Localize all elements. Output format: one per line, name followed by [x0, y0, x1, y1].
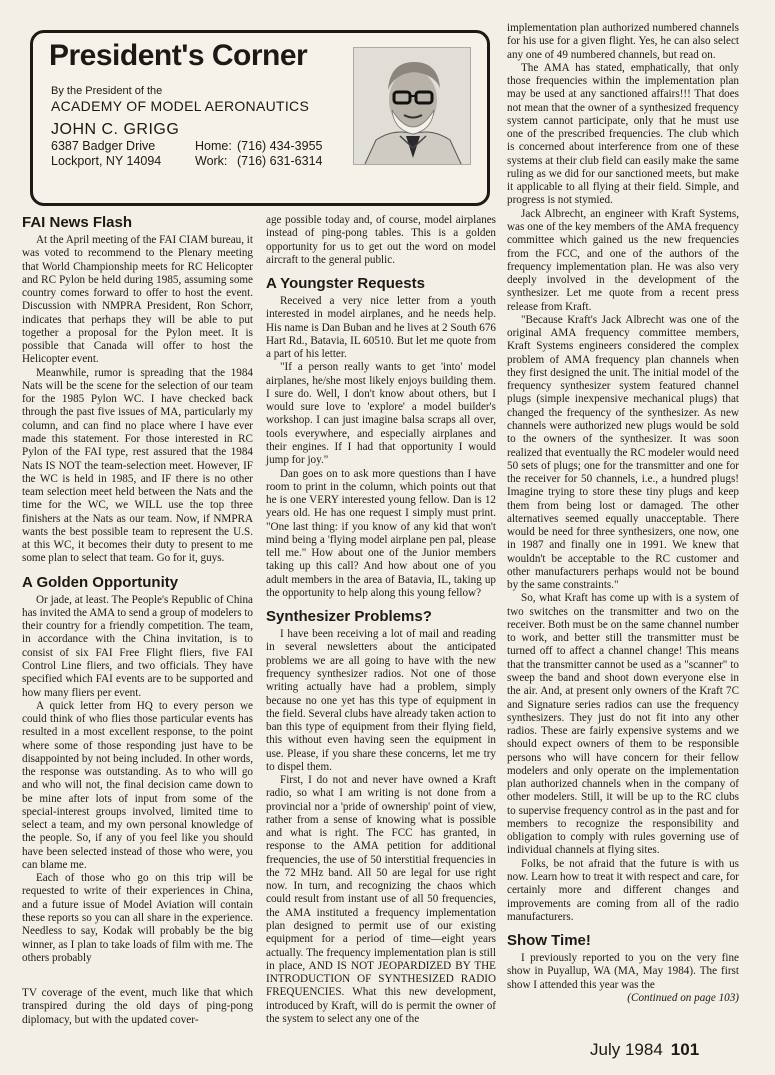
paragraph: Folks, be not afraid that the future is with us now. Learn how to treat it with respect and care, for certainly more and different changes and improvements are coming from all of the radio manufacturers.	[507, 857, 739, 923]
home-label: Home:	[195, 139, 232, 153]
paragraph: I previously reported to you on the very fine show in Puyallup, WA (MA, May 1984). The first show I attended this year was the	[507, 952, 739, 991]
paragraph: Jack Albrecht, an engineer with Kraft Systems, was one of the key members of the AMA frequency committee which gained us the new frequencies from the FCC, and one of the authors of the frequency implementation plan. He was also very deeply involved in the development of the synthesizer. Let me quote from a recent press release from Kraft.	[507, 207, 739, 313]
paragraph: The AMA has stated, emphatically, that only those frequencies within the implementation plan may be used at any sanctioned affairs!!! That does not mean that the owner of a synthesized frequency system cannot participate, only that he must use one of the prescribed frequencies. The club which is concerned about interference from one of these systems at their club field can easily make the same ruling as we did for our sanctioned meets, but make it applicable to all flying at their field. Simple, and progress is not stymied.	[507, 61, 739, 207]
paragraph: Dan goes on to ask more questions than I have room to print in the column, which points out that he is one VERY interested young fellow. Dan is 12 years old. He has one request I simply must print. "One last thing: if you know of any kid that won't mind being a 'flying model airplane pen pal, please tell me." How about one of the Junior members taking up this call? And how about one of you adult members in the area of Batavia, IL, taking up the opportunity to help along this young fellow?	[266, 467, 496, 599]
work-label: Work:	[195, 154, 228, 168]
paragraph: "If a person really wants to get 'into' model airplanes, he/she most likely enjoys building them. I sure do. Well, I don't know about others, but I would sure love to 'explore' a model builder's workshop. I can just imagine balsa scraps all over, tools everywhere, and especially airplanes and their engines. If I had that opportunity I would jump for joy."	[266, 361, 496, 467]
organization-name: ACADEMY OF MODEL AERONAUTICS	[51, 98, 310, 114]
golden-opportunity-heading: A Golden Opportunity	[22, 573, 179, 591]
show-time-heading: Show Time!	[507, 932, 591, 950]
portrait-photo-icon	[354, 48, 471, 165]
fai-news-heading: FAI News Flash	[22, 214, 133, 231]
by-line: By the President of the	[51, 85, 163, 97]
youngster-requests-heading: A Youngster Requests	[266, 275, 425, 293]
address-line-1: 6387 Badger Drive	[51, 139, 156, 153]
home-phone: (716) 434-3955	[237, 139, 323, 153]
column-1-bottom	[22, 987, 253, 1027]
paragraph: I have been receiving a lot of mail and reading in several newsletters about the anticipated problems we are all going to have with the new frequency synthesizer radios. Not one of those writing actually have had a problem, simply because no one yet has this type of equipment in the field. Several clubs have already taken action to ban this type of equipment from their flying field, this without even having seen the equipment in use. Please, if you share these concerns, let me try to dispel them.	[266, 628, 496, 773]
paragraph: Received a very nice letter from a youth interested in model airplanes, and he needs help. His name is Dan Buban and he lives at 2 South 676 Hart Rd., Batavia, IL 60510. But let me quote from a part of his letter.	[266, 295, 496, 361]
paragraph: At the April meeting of the FAI CIAM bureau, it was voted to recommend to the Plenary meeting that World Championship meets for RC Helicopter and RC Pylon be held during 1985, assuming some country comes forward to offer to host the event. Discussion with NMPRA President, Ron Schorr, indicates that perhaps they will be able to put together a proposal for the Pylon meet. It is possible that Canada will offer to host the Helicopter event.	[22, 234, 253, 366]
paragraph: "Because Kraft's Jack Albrecht was one of the original AMA frequency committee members, Kraft Systems engineers considered the complex problem of AMA frequency plan channels when they first designed the unit. The initial model of the frequency synthesizer system featured channel plugs (simple inexpensive mechanical plugs) that changed the frequency of the synthesizer. As new channels were authorized new plugs would be sold to the owners of the synthesizer. It was soon realized that eventually the RC modeler would need 50 sets of plugs; one for the transmitter and one for the receiver for 50 channels, i.e., a hundred plugs! Imagine trying to store these tiny plugs and keep them from being lost or damaged. The other alternatives seemed equally unacceptable. There would be need for three synthesizers, one now, one in 1987 and finally one in 1991. We knew that wouldn't be acceptable to the RC customer and other manufacturers perhaps would not be bound by the same constraints."	[507, 313, 739, 592]
issue-date: July 1984	[590, 1040, 663, 1059]
paragraph: So, what Kraft has come up with is a system of two switches on the transmitter and two on the receiver. Both must be on the same channel number to work, and better still the transmitter must be turned off to affect a channel change! This means that the transmitter cannot be used as a "scanner" to sweep the band and shoot down everyone else in the air. And, at present only owners of the Kraft 7C and Signature series radios can use the frequency synthesizers. They just do not fit into any other radios. These are fairly expensive systems and we should expect owners of them to be responsible persons who will have concern for their fellow modelers and only operate on the implementation plan authorized channels when in the company of other modelers. Still, it will be up to the RC clubs to supervise frequency control as in the past and for members to recognize the responsibility and obligation to comply with rules governing use of individual channels at flying sites.	[507, 592, 739, 857]
paragraph: Meanwhile, rumor is spreading that the 1984 Nats will be the scene for the selection of our team for the 1985 Pylon WC. I have checked back through the past five issues of MA, particularly my column, and can find no place where I have ever made this statement. For those interested in RC Pylon of the FAI type, rest assured that the 1984 Nats IS NOT the team-selection meet. However, IF the WC is held in 1985, and IF there is no other team selection meet held between the Nats and the time for the WC, we WILL use the top three finishers at the Nats as our team. Now, if NMPRA wants the best possible team to represent the U.S. at this WC, it becomes their duty to present to me some plan to select that team. Go for it, guys.	[22, 366, 253, 565]
paragraph: Or jade, at least. The People's Republic of China has invited the AMA to send a group of modelers to their country for a friendly competition. The team, in accordance with the China invitation, is to consist of six FAI Free Flight fliers, five FAI Control Line fliers, and two officials. They have specified which FAI events are to be supported and how many fliers per event.	[22, 593, 253, 699]
page-footer	[590, 1040, 699, 1060]
paragraph: implementation plan authorized numbered channels for his use for a given flight. Yes, he can also select any one of 49 numbered channels, but read on.	[507, 22, 739, 61]
column-title: President's Corner	[49, 39, 308, 72]
synthesizer-problems-heading: Synthesizer Problems?	[266, 608, 432, 626]
column-3	[507, 22, 739, 1005]
president-portrait	[353, 47, 471, 165]
column-1	[22, 214, 253, 965]
paragraph: TV coverage of the event, much like that which transpired during the old days of ping-pong diplomacy, but with the updated cover-	[22, 987, 253, 1026]
page-number: 101	[670, 1040, 700, 1059]
paragraph: First, I do not and never have owned a Kraft radio, so what I am writing is not done from a provincial nor a 'pride of ownership' point of view, rather from a sense of knowing what is possible and what is right. The FCC has granted, in response to the AMA petition for additional frequencies, the use of 50 interstitial frequencies in the 72 MHz band. All 50 are legal for use right now. In turn, and recognizing the chaos which could result from instant use of all 50 frequencies, the AMA instituted a frequency implementation plan designed to permit use of our existing equipment for a period of time—eight years actually. The frequency implementation plan is still in place, AND IS NOT JEOPARDIZED BY THE INTRODUCTION OF SYNTHESIZED RADIO FREQUENCIES. What this new development, introduced by Kraft, will do is permit the owner of the system to select any one of the	[266, 774, 496, 1025]
continued-note: (Continued on page 103)	[627, 991, 739, 1004]
paragraph: A quick letter from HQ to every person we could think of who flies those particular events has resulted in a most excellent response, to the point where some of those responding just have to be disappointed by not being included. In other words, the response was outstanding. As to who will go and who will not, the final decision came down to be mine after lots of input from some of the special-interest groups involved, limited time to select a team, and my own personal knowledge of the people. So, if any of you feel like you should have been selected instead of those who were, you can blame me.	[22, 699, 253, 871]
presidents-corner-header	[30, 30, 490, 206]
work-phone: (716) 631-6314	[237, 154, 323, 168]
column-2	[266, 214, 496, 1026]
paragraph: age possible today and, of course, model airplanes instead of ping-pong tables. This is a golden opportunity for us to get out the word on model aircraft to the general public.	[266, 214, 496, 266]
paragraph: Each of those who go on this trip will be requested to write of their experiences in China, and a future issue of Model Aviation will contain these reports so you can all share in the experience. Needless to say, Kodak will probably be the big winner, as I plan to take loads of film with me. The others probably	[22, 872, 253, 964]
president-name: JOHN C. GRIGG	[51, 121, 180, 138]
address-line-2: Lockport, NY 14094	[51, 154, 162, 168]
